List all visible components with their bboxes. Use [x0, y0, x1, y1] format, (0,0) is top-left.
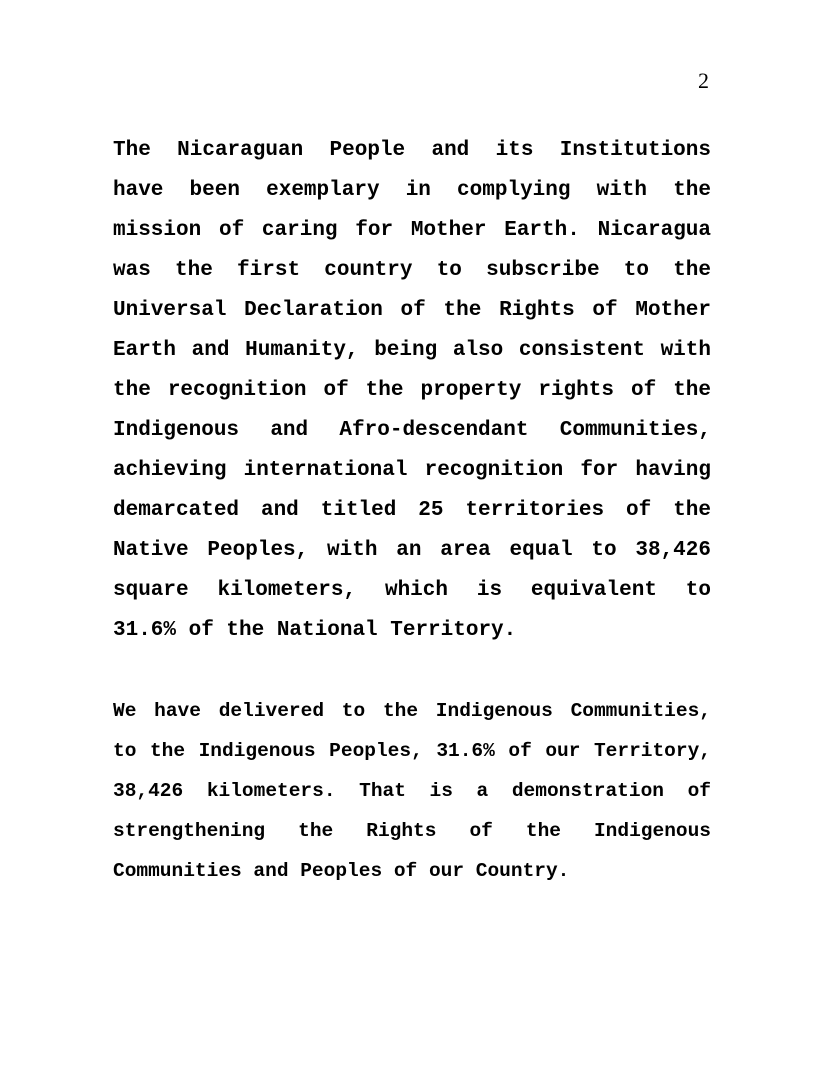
- text-line: 38,426 kilometers. That is a demonstration of: [113, 780, 711, 802]
- text-line: strengthening the Rights of the Indigenous: [113, 820, 711, 842]
- page-number: 2: [698, 68, 709, 93]
- text-line: 31.6% of the National Territory.: [113, 619, 517, 642]
- text-line: to the Indigenous Peoples, 31.6% of our Territory,: [113, 740, 711, 762]
- text-line: Communities and Peoples of our Country.: [113, 860, 570, 882]
- text-line: mission of caring for Mother Earth. Nicaragua: [113, 219, 711, 242]
- text-line: We have delivered to the Indigenous Communities,: [113, 700, 711, 722]
- text-line: Indigenous and Afro-descendant Communities,: [113, 419, 711, 442]
- text-line: Earth and Humanity, being also consistent with: [113, 339, 711, 362]
- text-line: was the first country to subscribe to the: [113, 259, 711, 282]
- paragraph-1: [113, 131, 711, 651]
- text-line: the recognition of the property rights of the: [113, 379, 711, 402]
- text-line: square kilometers, which is equivalent to: [113, 579, 711, 602]
- text-line: achieving international recognition for having: [113, 459, 711, 482]
- text-line: Native Peoples, with an area equal to 38,426: [113, 539, 711, 562]
- text-line: Universal Declaration of the Rights of Mother: [113, 299, 711, 322]
- text-line: demarcated and titled 25 territories of the: [113, 499, 711, 522]
- paragraph-2: [113, 691, 711, 891]
- text-line: The Nicaraguan People and its Institutions: [113, 139, 711, 162]
- document-body: [113, 131, 711, 891]
- text-line: have been exemplary in complying with the: [113, 179, 711, 202]
